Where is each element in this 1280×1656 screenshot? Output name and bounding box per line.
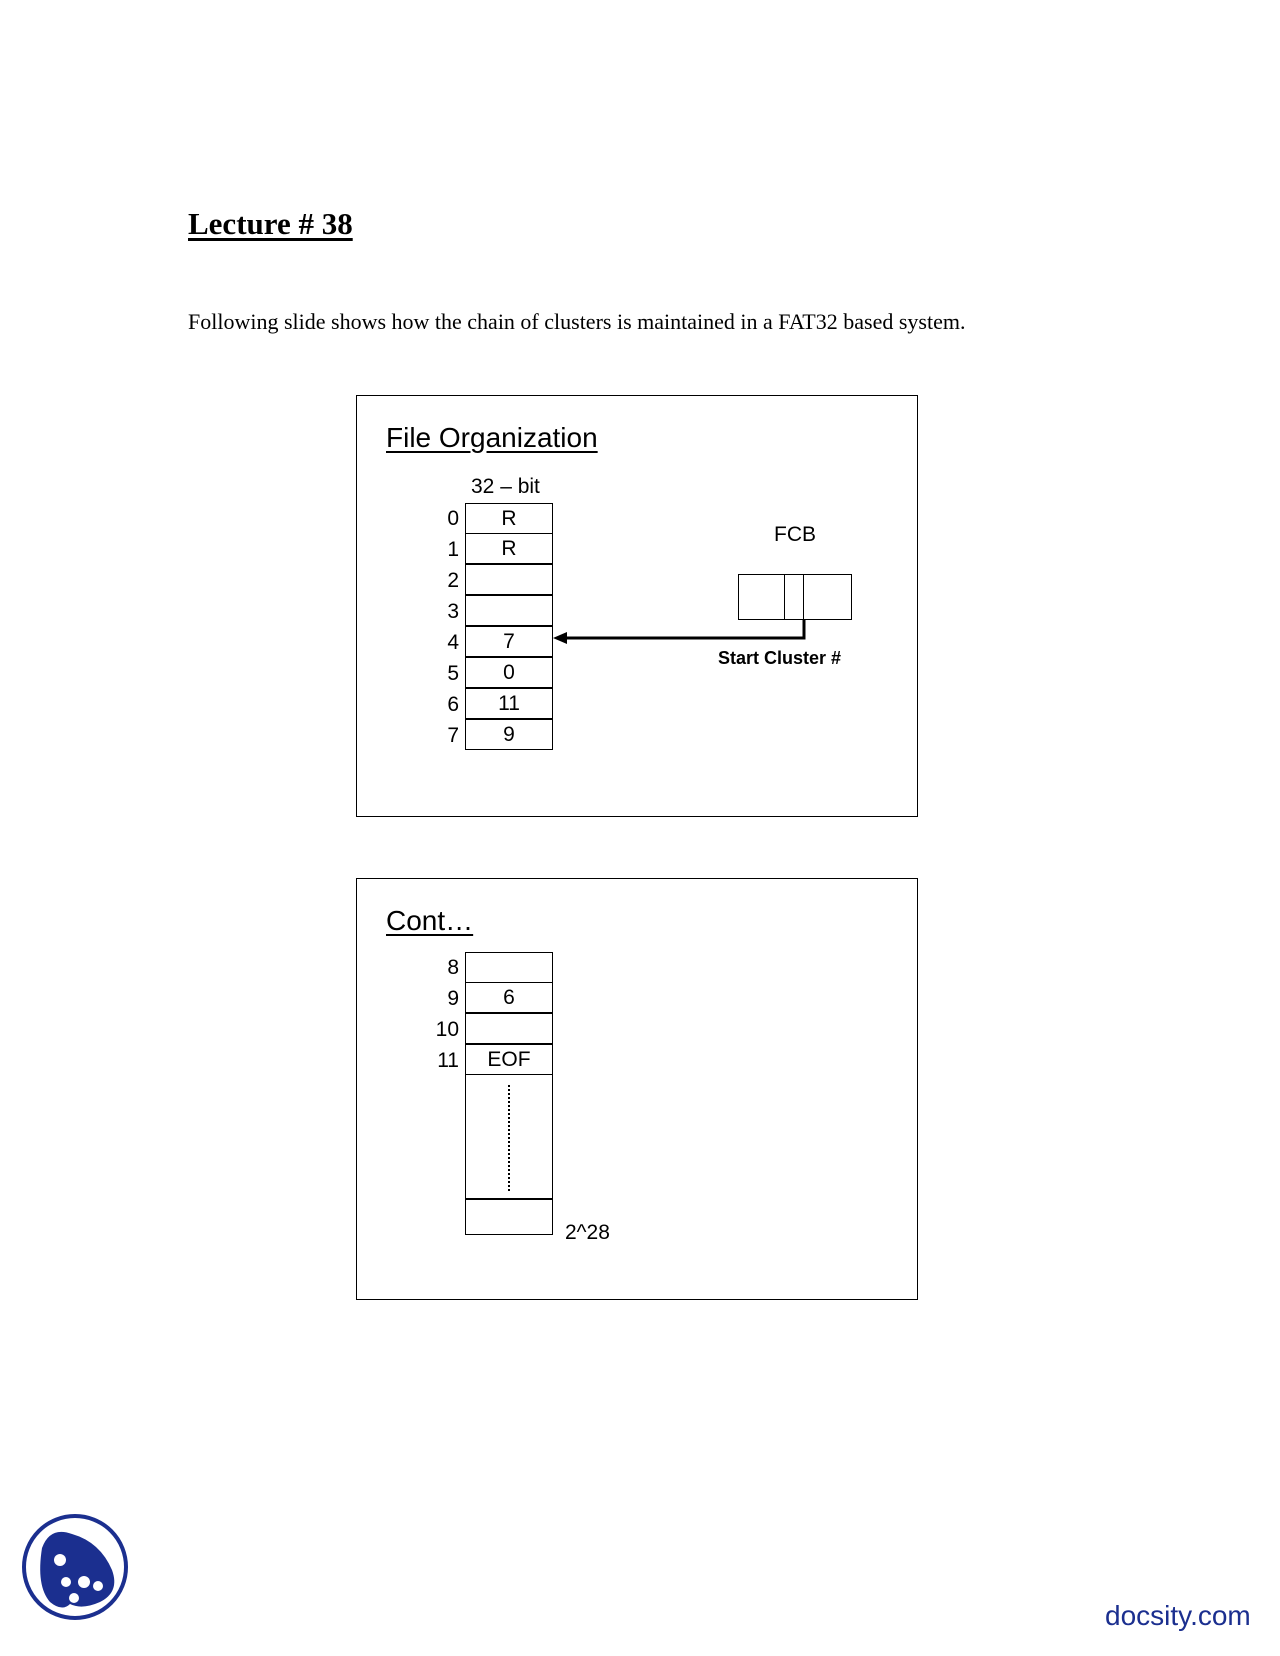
table-gap-cell — [465, 1075, 553, 1200]
slide-title: Cont… — [386, 905, 474, 936]
row-index: 9 — [447, 987, 459, 1010]
column-header: 32 – bit — [471, 475, 540, 498]
start-cluster-arrow — [357, 396, 917, 816]
row-index: 11 — [437, 1049, 459, 1072]
start-cluster-label: Start Cluster # — [718, 648, 842, 668]
row-index: 5 — [447, 662, 459, 685]
table-row — [437, 1045, 555, 1076]
table-cell: 6 — [465, 982, 553, 1013]
row-index: 4 — [447, 631, 459, 654]
lecture-title: Lecture # 38 — [188, 206, 353, 241]
row-index: 7 — [447, 724, 459, 747]
ellipsis-dotted-line — [508, 1085, 510, 1191]
docsity-logo-icon — [20, 1512, 130, 1622]
row-index: 8 — [447, 956, 459, 979]
table-row — [447, 952, 555, 983]
row-index: 6 — [447, 693, 459, 716]
table-row — [447, 983, 555, 1014]
fcb-label: FCB — [774, 523, 816, 546]
table-cell: 9 — [465, 719, 553, 750]
intro-paragraph: Following slide shows how the chain of clusters is maintained in a FAT32 based system. — [188, 309, 966, 334]
row-index: 10 — [435, 1018, 459, 1041]
row-index: 3 — [447, 600, 459, 623]
table-cell: 7 — [465, 626, 553, 657]
table-cell: 11 — [465, 688, 553, 719]
table-cell — [465, 1013, 553, 1044]
slide-file-organization — [356, 395, 918, 817]
table-cell — [465, 952, 553, 983]
table-cell: EOF — [465, 1044, 553, 1075]
table-last-cell — [465, 1198, 553, 1235]
slide-cont — [356, 878, 918, 1300]
last-cluster-label: 2^28 — [565, 1221, 610, 1244]
docsity-brand-link[interactable]: docsity.com — [1105, 1600, 1251, 1631]
row-index: 1 — [447, 538, 459, 561]
fat-table-continued — [435, 952, 555, 1076]
row-index: 2 — [447, 569, 459, 592]
table-cell: R — [465, 503, 553, 534]
slide-title: File Organization — [386, 422, 598, 453]
table-cell: 0 — [465, 657, 553, 688]
table-row — [435, 1014, 555, 1045]
row-index: 0 — [447, 507, 459, 530]
table-cell: R — [465, 533, 553, 564]
